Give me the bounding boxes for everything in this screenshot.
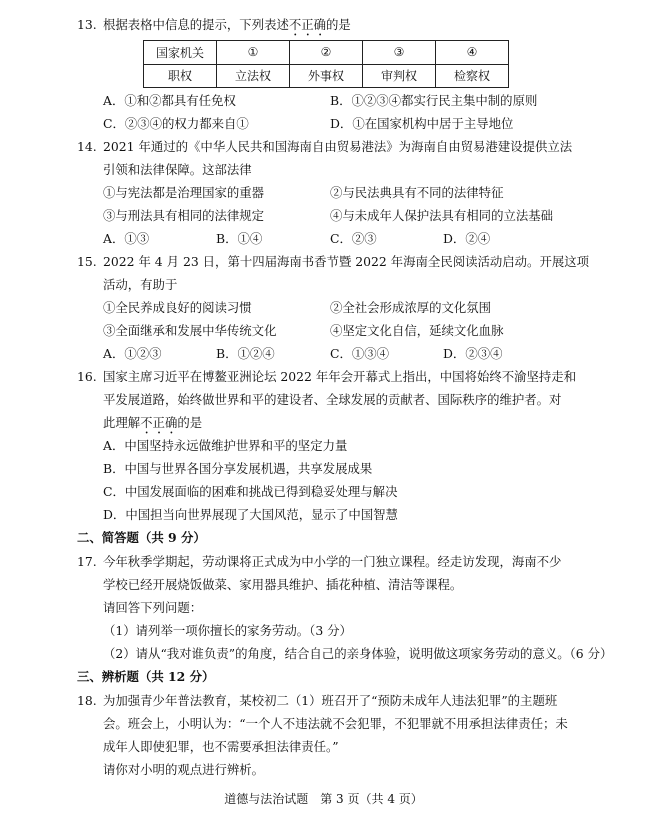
q15-number: 15. <box>77 254 97 269</box>
table-cell: ④ <box>436 41 509 65</box>
q14-item-1: ①与宪法都是治理国家的重器 <box>103 185 265 200</box>
q13-option-b: B．①②③④都实行民主集中制的原则 <box>330 93 538 108</box>
q14-line-1: 2021 年通过的《中华人民共和国海南自由贸易港法》为海南自由贸易港建设提供立法 <box>103 139 573 154</box>
q13-stem-b: 的是 <box>326 17 351 32</box>
table-cell: 审判权 <box>363 64 436 88</box>
q16-emphasis: 不正确 <box>140 415 178 430</box>
q15-item-4: ④坚定文化自信，延续文化血脉 <box>330 323 504 338</box>
table-cell: ③ <box>363 41 436 65</box>
q16-option-a: A．中国坚持永远做维护世界和平的坚定力量 <box>103 438 348 453</box>
q14-number: 14. <box>77 139 97 154</box>
table-cell: 国家机关 <box>144 41 217 65</box>
q13-stem <box>103 16 351 39</box>
q17-line-3: 请回答下列问题： <box>103 600 203 615</box>
q15-item-2: ②全社会形成浓厚的文化氛围 <box>330 300 492 315</box>
q17-sub-question-2: （2）请从“我对谁负责”的角度，结合自己的亲身体验，说明做这项家务劳动的意义。（6 分） <box>103 646 613 661</box>
q18-number: 18. <box>77 693 97 708</box>
q16-option-b: B．中国与世界各国分享发展机遇，共享发展成果 <box>103 461 373 476</box>
q16-option-d: D．中国担当向世界展现了大国风范，显示了中国智慧 <box>103 507 398 522</box>
q13-stem-emphasis: 不正确 <box>288 17 327 32</box>
q13-stem-a: 根据表格中信息的提示，下列表述 <box>103 17 289 32</box>
table-cell: 检察权 <box>436 64 509 88</box>
q15-option-a: A．①②③ <box>103 346 162 361</box>
q18-line-4: 请你对小明的观点进行辨析。 <box>103 762 265 777</box>
table-cell: ① <box>217 41 290 65</box>
q18-line-3: 成年人即使犯罪，也不需要承担法律责任。” <box>103 739 339 754</box>
table-cell: 立法权 <box>217 64 290 88</box>
q18-line-1: 为加强青少年普法教育，某校初二（1）班召开了“预防未成年人违法犯罪”的主题班 <box>103 693 558 708</box>
q15-item-1: ①全民养成良好的阅读习惯 <box>103 300 252 315</box>
q16-line-3-a: 此理解 <box>103 415 141 430</box>
q14-option-c: C．②③ <box>330 231 377 246</box>
table-cell: 外事权 <box>290 64 363 88</box>
q16-number: 16. <box>77 369 97 384</box>
q15-line-2: 活动，有助于 <box>103 277 178 292</box>
q15-option-b: B．①②④ <box>216 346 275 361</box>
q16-line-3 <box>103 414 202 437</box>
section-heading-short-answer: 二、简答题（共 9 分） <box>77 530 206 545</box>
q13-option-d: D．①在国家机构中居于主导地位 <box>330 116 514 131</box>
page-footer: 道德与法治试题 第 3 页（共 4 页） <box>224 792 423 806</box>
q14-item-3: ③与刑法具有相同的法律规定 <box>103 208 265 223</box>
q13-table <box>143 40 509 88</box>
q16-line-1: 国家主席习近平在博鳌亚洲论坛 2022 年年会开幕式上指出，中国将始终不渝坚持走和 <box>103 369 577 384</box>
q15-line-1: 2022 年 4 月 23 日，第十四届海南书香节暨 2022 年海南全民阅读活动启动。开展这项 <box>103 254 590 269</box>
section-heading-analysis: 三、辨析题（共 12 分） <box>77 669 215 684</box>
table-row <box>144 64 509 88</box>
q17-line-1: 今年秋季学期起，劳动课将正式成为中小学的一门独立课程。经走访发现，海南不少 <box>103 554 562 569</box>
q18-line-2: 会。班会上，小明认为：“一个人不违法就不会犯罪，不犯罪就不用承担法律责任；未 <box>103 716 568 731</box>
q15-item-3: ③全面继承和发展中华传统文化 <box>103 323 277 338</box>
q13-option-c: C．②③④的权力都来自① <box>103 116 249 131</box>
q15-option-d: D．②③④ <box>443 346 503 361</box>
q14-option-a: A．①③ <box>103 231 150 246</box>
q13-option-a: A．①和②都具有任免权 <box>103 93 236 108</box>
q17-number: 17. <box>77 554 97 569</box>
q16-line-2: 平发展道路，始终做世界和平的建设者、全球发展的贡献者、国际秩序的维护者。对 <box>103 392 562 407</box>
q15-option-c: C．①③④ <box>330 346 390 361</box>
q14-option-d: D．②④ <box>443 231 491 246</box>
table-row <box>144 41 509 65</box>
q14-item-4: ④与未成年人保护法具有相同的立法基础 <box>330 208 554 223</box>
q14-line-2: 引领和法律保障。这部法律 <box>103 162 252 177</box>
table-cell: 职权 <box>144 64 217 88</box>
q17-sub-question-1: （1）请列举一项你擅长的家务劳动。（3 分） <box>103 623 352 638</box>
q14-option-b: B．①④ <box>216 231 263 246</box>
q16-line-3-b: 的是 <box>177 415 203 430</box>
q17-line-2: 学校已经开展烧饭做菜、家用器具维护、插花种植、清洁等课程。 <box>103 577 463 592</box>
q16-option-c: C．中国发展面临的困难和挑战已得到稳妥处理与解决 <box>103 484 398 499</box>
q13-number: 13. <box>77 17 97 32</box>
q14-item-2: ②与民法典具有不同的法律特征 <box>330 185 504 200</box>
table-cell: ② <box>290 41 363 65</box>
